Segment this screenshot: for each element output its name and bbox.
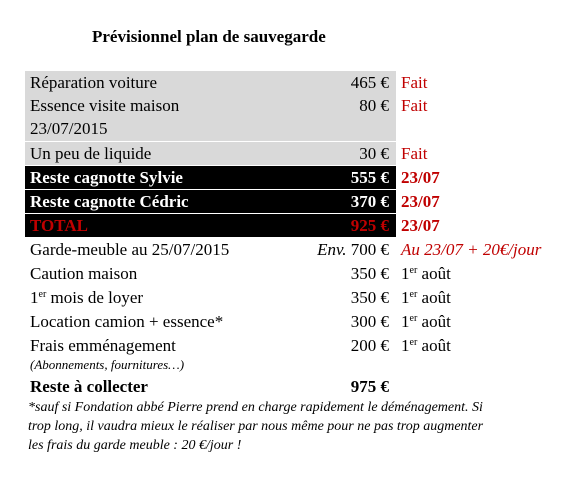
table-row (25, 262, 575, 285)
row-status: 23/07 (401, 168, 440, 187)
row-label: Reste cagnotte Sylvie (25, 166, 285, 189)
status-rest: août (417, 288, 451, 307)
row-status (401, 262, 451, 285)
row-label: Reste cagnotte Cédric (25, 190, 285, 213)
amount-prefix: Env. (317, 240, 347, 259)
row-label: Un peu de liquide (25, 142, 285, 165)
status-num: 1 (401, 288, 410, 307)
table-row (25, 142, 575, 165)
status-rest: août (417, 264, 451, 283)
table-row (25, 94, 575, 141)
row-status: 23/07 (401, 216, 440, 235)
row-amount: 370 € (285, 190, 396, 213)
row-status (401, 286, 451, 309)
status-num: 1 (401, 336, 410, 355)
label-num: 1 (30, 288, 39, 307)
row-amount: 30 € (285, 142, 396, 165)
table-row-remaining (25, 375, 575, 398)
row-status (401, 310, 451, 333)
status-sup: er (409, 265, 418, 276)
table-row (25, 334, 575, 374)
row-label: Location camion + essence* (30, 312, 224, 331)
row-amount: 200 € (350, 336, 389, 355)
row-label: Caution maison (30, 264, 138, 283)
row-amount: 80 € (285, 94, 396, 141)
table-row (25, 166, 575, 189)
row-amount (285, 238, 396, 261)
row-amount: 350 € (350, 288, 389, 307)
status-num: 1 (401, 312, 410, 331)
table-row (25, 310, 575, 333)
table-row (25, 238, 575, 261)
row-amount: 925 € (285, 214, 396, 237)
row-status (401, 334, 451, 357)
status-sup: er (409, 289, 418, 300)
status-rest: août (417, 336, 451, 355)
row-amount: 300 € (350, 312, 389, 331)
label-rest: mois de loyer (46, 288, 144, 307)
row-label (25, 286, 285, 309)
status-rest: août (417, 312, 451, 331)
status-sup: er (409, 313, 418, 324)
document-title: Prévisionnel plan de sauvegarde (92, 27, 326, 46)
row-status: Fait (401, 96, 428, 115)
row-label: Essence visite maison 23/07/2015 (25, 94, 250, 141)
footnote: *sauf si Fondation abbé Pierre prend en charge rapidement le déménagement. Si trop long, il vaudra mieux le réaliser par nous même pour ne pas trop augmenter les frais du garde meuble : 20 €/jour ! (28, 400, 484, 453)
row-status: Fait (401, 73, 428, 92)
row-amount: 555 € (285, 166, 396, 189)
row-status: Au 23/07 + 20€/jour (401, 240, 542, 259)
row-amount: 975 € (350, 377, 389, 396)
row-status: 23/07 (401, 192, 440, 211)
row-label-main: Frais emménagement (30, 336, 176, 355)
status-sup: er (409, 337, 418, 348)
row-amount: 350 € (350, 264, 389, 283)
row-label: Reste à collecter (30, 377, 148, 396)
status-num: 1 (401, 264, 410, 283)
row-label: Réparation voiture (25, 71, 285, 94)
amount-value: 700 € (350, 240, 389, 259)
row-label (25, 334, 285, 373)
table-row (25, 190, 575, 213)
row-label-fill (250, 94, 285, 141)
row-amount: 465 € (285, 71, 396, 94)
table-row-total (25, 214, 575, 237)
table-row (25, 286, 575, 309)
table-row (25, 71, 575, 94)
row-label: Garde-meuble au 25/07/2015 (30, 240, 230, 259)
row-label: TOTAL (25, 214, 285, 237)
label-sup: er (38, 289, 47, 300)
row-sublabel: (Abonnements, fournitures…) (30, 357, 185, 372)
row-status: Fait (401, 144, 428, 163)
